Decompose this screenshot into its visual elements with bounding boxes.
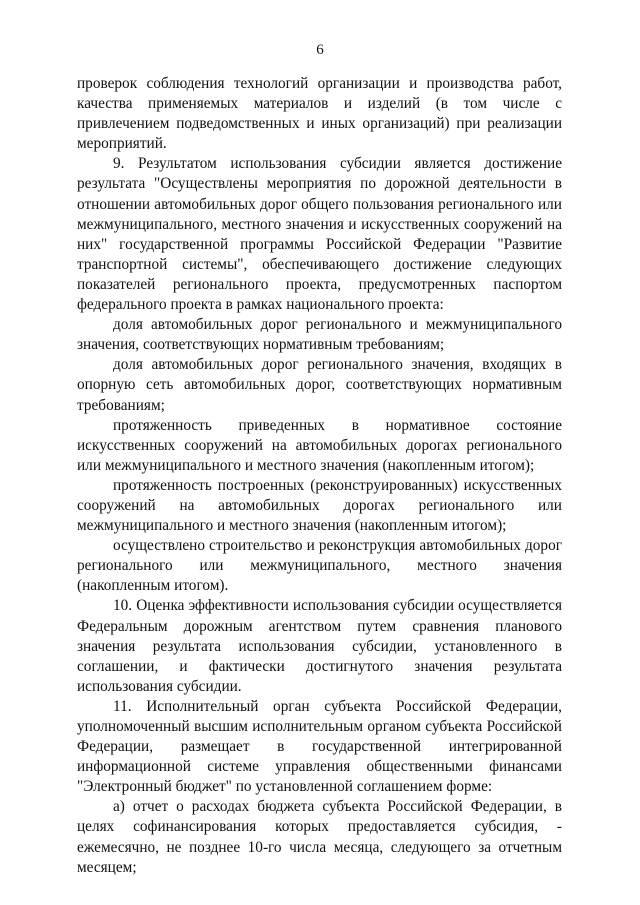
document-body <box>77 74 562 878</box>
paragraph-continuation: проверок соблюдения технологий организации и производства работ, качества применяемых материалов и изделий (в том числе с привлечением подведомственных и иных организаций) при реализации мероприятий. <box>77 75 562 153</box>
paragraph-item-9: 9. Результатом использования субсидии является достижение результата "Осуществлены мероприятия по дорожной деятельности в отношении автомобильных дорог общего пользования регионального или межмуниципального, местного значения и искусственных сооружений на них" государственной программы Российской Федерации "Развитие транспортной системы", обеспечивающего достижение следующих показателей регионального проекта, предусмотренных паспортом федерального проекта в рамках национального проекта: <box>77 155 562 314</box>
page-number: 6 <box>316 42 324 58</box>
indicator-structures-repaired: протяженность приведенных в нормативное состояние искусственных сооружений на автомобильных дорогах регионального или межмуниципального и местного значения (накопленным итогом); <box>77 416 562 474</box>
indicator-construction: осуществлено строительство и реконструкция автомобильных дорог регионального или межмуниципального, местного значения (накопленным итогом). <box>77 537 562 595</box>
paragraph-item-11: 11. Исполнительный орган субъекта Российской Федерации, уполномоченный высшим исполнительным органом субъекта Российской Федерации, размещает в государственной интегрированной информационной системе управления общественными финансами "Электронный бюджет" по установленной соглашением форме: <box>77 697 562 796</box>
indicator-road-share: доля автомобильных дорог регионального и межмуниципального значения, соответствующих нормативным требованиям; <box>77 316 562 354</box>
paragraph-item-11a: а) отчет о расходах бюджета субъекта Российской Федерации, в целях софинансирования которых предоставляется субсидия, - ежемесячно, не позднее 10-го числа месяца, следующего за отчетным месяцем; <box>77 798 562 876</box>
indicator-structures-built: протяженность построенных (реконструированных) искусственных сооружений на автомобильных дорогах регионального или межмуниципального и местного значения (накопленным итогом); <box>77 476 562 535</box>
indicator-core-network-share: доля автомобильных дорог регионального значения, входящих в опорную сеть автомобильных дорог, соответствующих нормативным требованиям; <box>77 356 562 414</box>
paragraph-item-10: 10. Оценка эффективности использования субсидии осуществляется Федеральным дорожным агентством путем сравнения планового значения результата использования субсидии, установленного в соглашении, и фактически достигнутого значения результата использования субсидии. <box>77 597 562 695</box>
